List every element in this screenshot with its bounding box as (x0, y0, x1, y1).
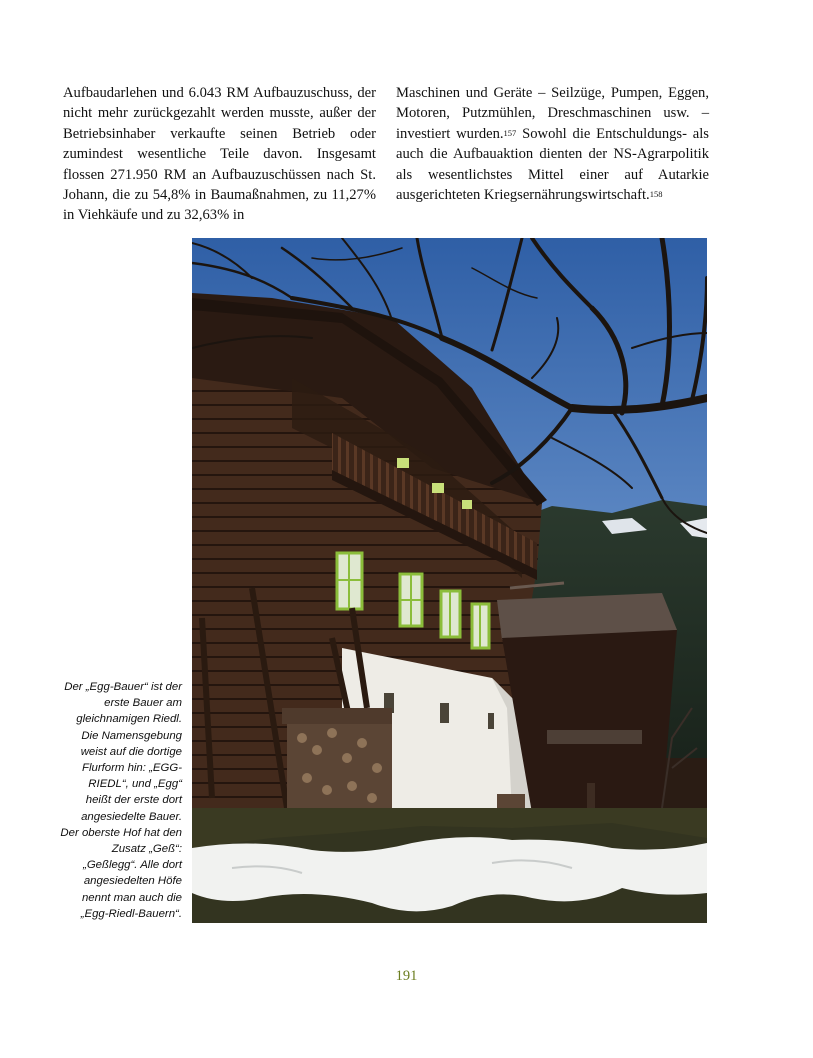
page-number: 191 (395, 968, 418, 984)
right-column-text-2: Sowohl die Entschuldungs- als auch die Aufbauaktion dienten der NS-Agrarpolitik als wesentlichstes Mittel einer auf Autarkie ausgerichteten Kriegsernährungswirtschaft. (396, 125, 709, 204)
left-text-column (63, 83, 376, 226)
footnote-ref-158[interactable]: 158 (649, 189, 663, 200)
right-text-column (396, 83, 709, 205)
farmhouse-photo (192, 238, 707, 923)
right-column-text-1: Maschinen und Geräte – Seilzüge, Pumpen, Eggen, Motoren, Putzmühlen, Dreschmaschinen usw. – investiert wurden. (396, 85, 709, 142)
figure-caption (60, 679, 182, 922)
right-column-paragraph (396, 83, 709, 205)
footnote-ref-157[interactable]: 157 (503, 127, 517, 138)
left-column-text: Aufbaudarlehen und 6.043 RM Aufbauzuschuss, der nicht mehr zurückgezahlt werden musste, außer der Betriebsinhaber verkaufte seinen Betrieb oder zumindest wesentliche Teile davon. Insgesamt flossen 271.950 RM an Aufbauzuschüssen nach St. Johann, die zu 54,8% in Baumaßnahmen, zu 11,27% in Viehkäufe und zu 32,63% in (63, 85, 376, 224)
caption-text: Der „Egg-Bauer“ ist der erste Bauer am gleichnamigen Riedl. Die Namensgebung weist auf die dortige Flurform hin: „EGG-RIEDL“, und „Egg“ heißt der erste dort angesiedelte Bauer. Der oberste Hof hat den Zusatz „Geß“: „Geßlegg“. Alle dort angesiedelten Höfe nennt man auch die „Egg-Riedl-Bauern“. (60, 681, 182, 920)
